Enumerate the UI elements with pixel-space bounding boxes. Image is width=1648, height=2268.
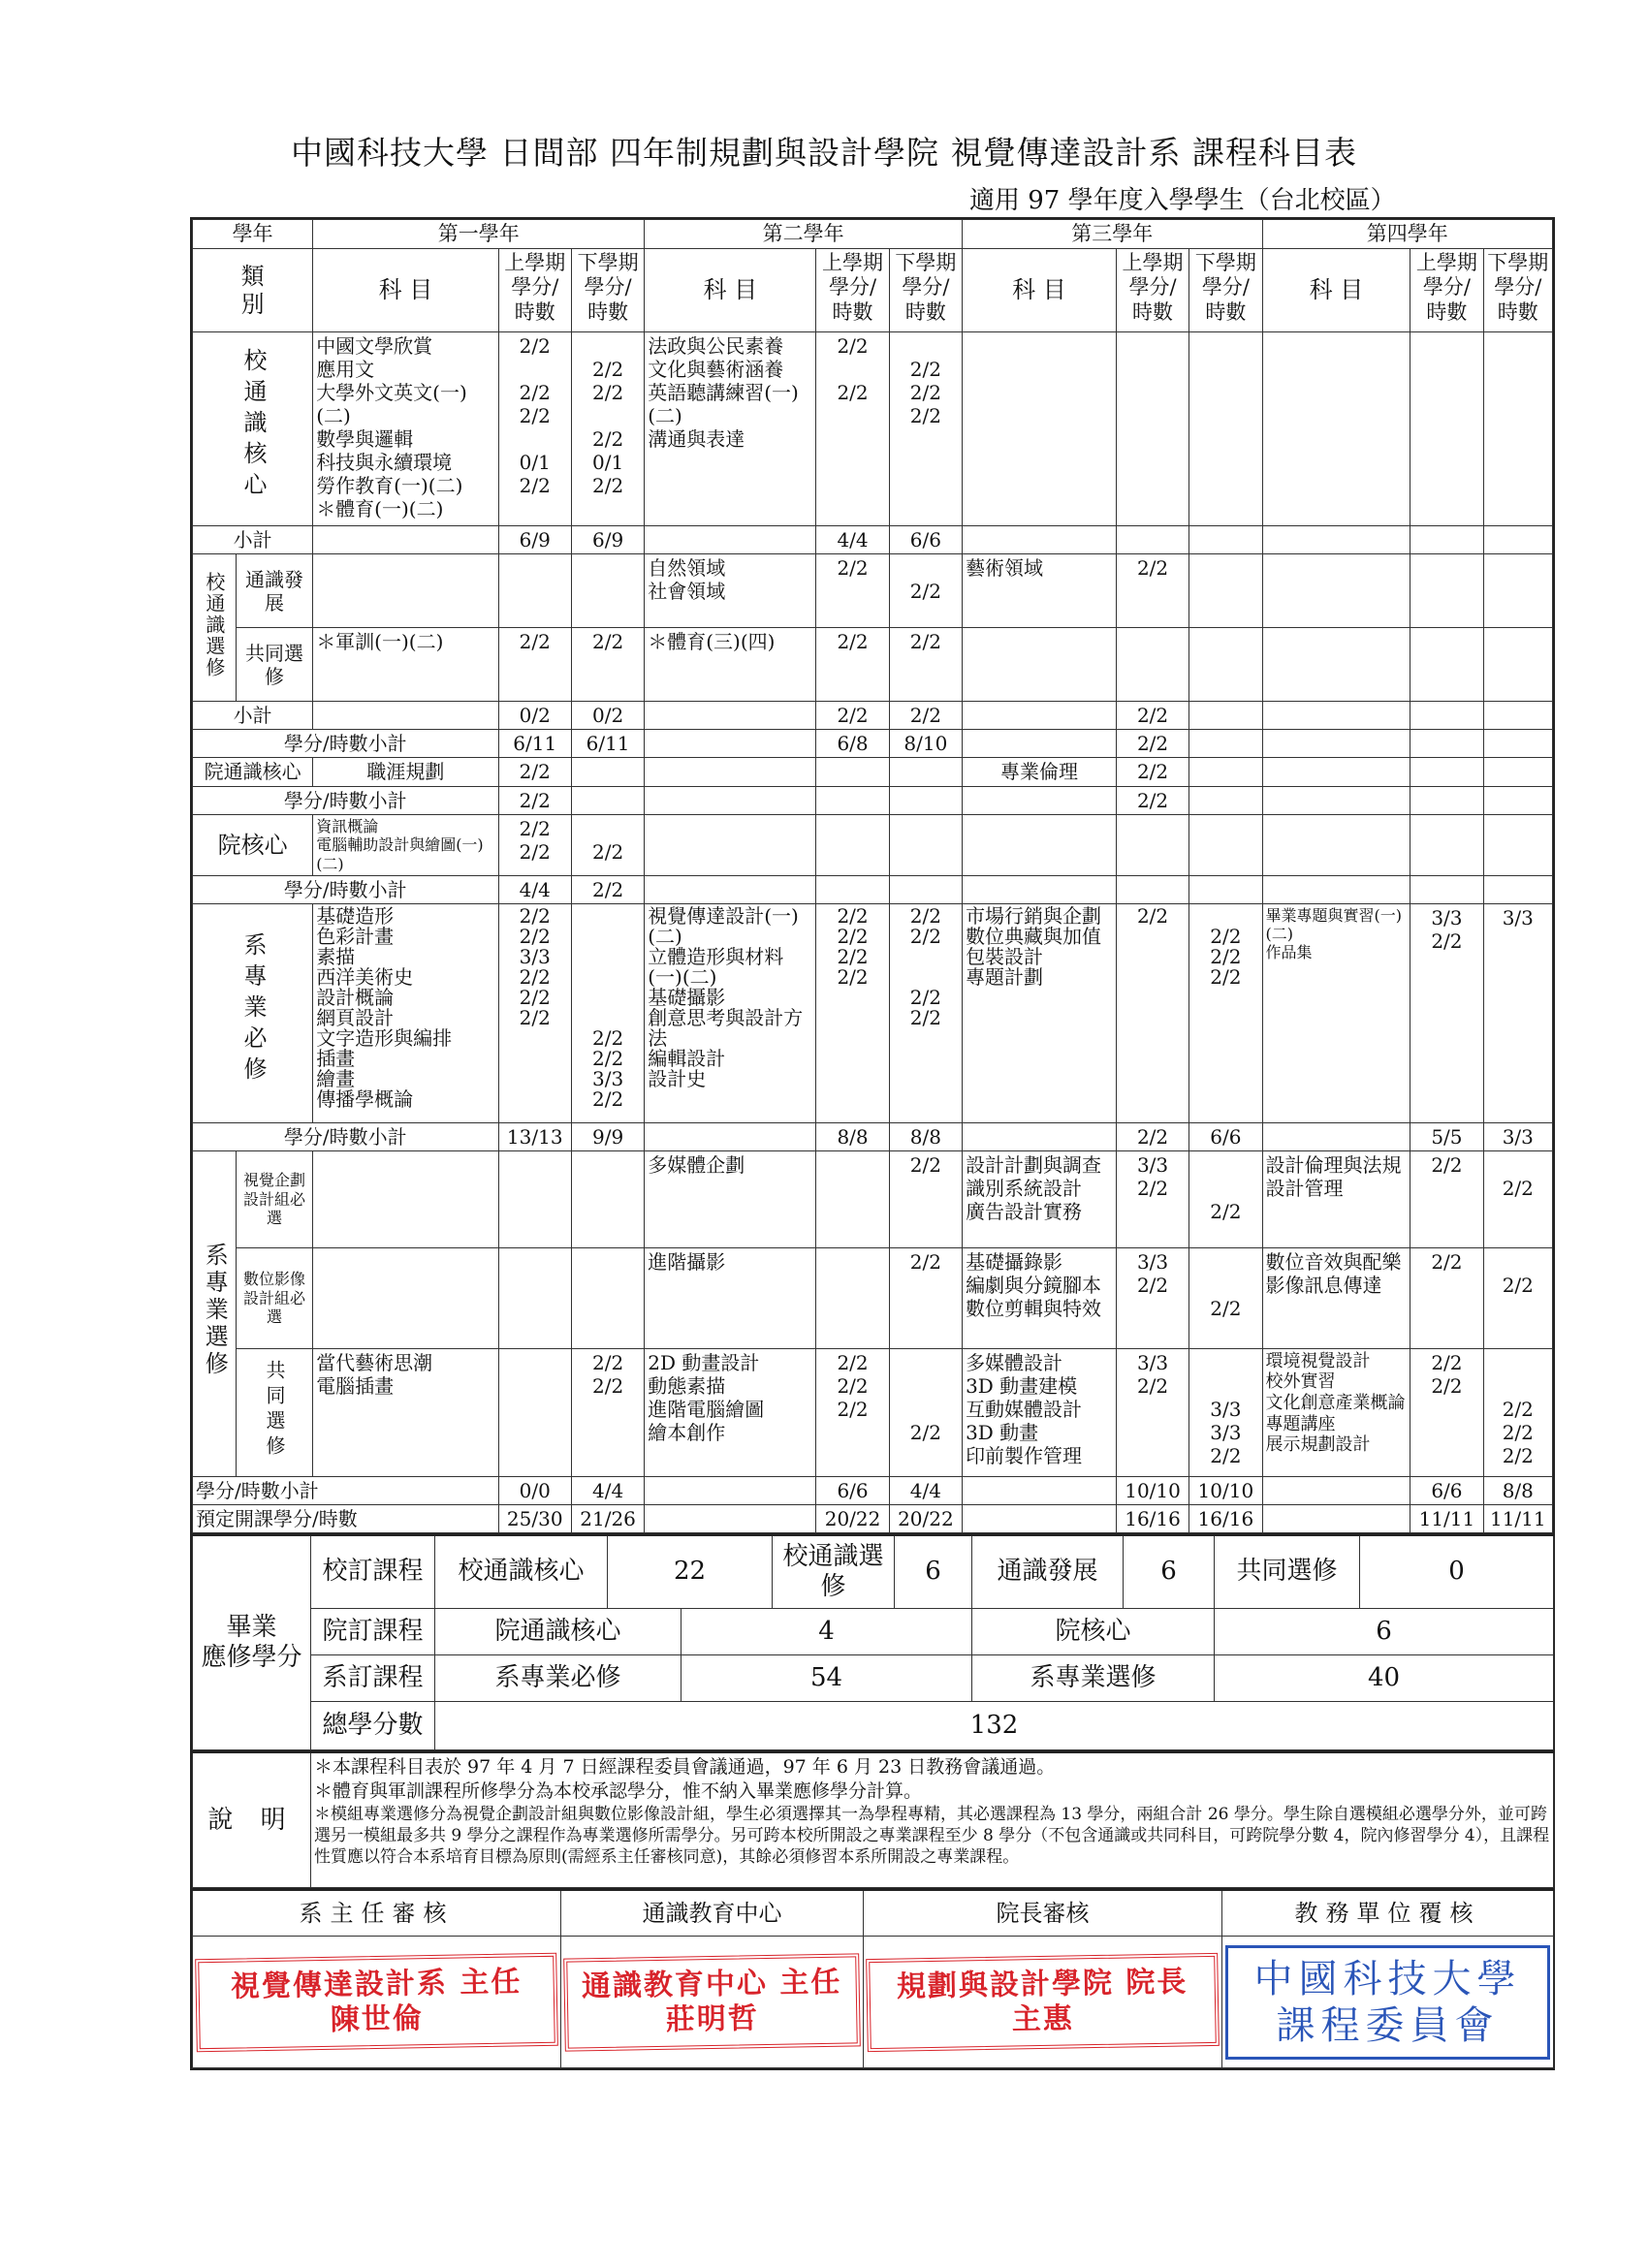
y4-subjects: 畢業專題與實習(一)(二) 作品集 <box>1262 903 1410 1122</box>
planned-credits-value: 20/22 <box>889 1504 962 1532</box>
general-dev-label: 通識發展 <box>236 554 312 628</box>
y1-s2-credits: 2/2 2/2 3/3 2/2 <box>571 903 644 1122</box>
credit-subtotal-value: 6/8 <box>816 730 889 758</box>
y3-subjects: 設計計劃與調查 識別系統設計 廣告設計實務 <box>963 1150 1117 1247</box>
y2-s1-credits: 2/2 <box>816 628 889 702</box>
credit-subtotal-value: 8/8 <box>816 1122 889 1150</box>
total-credits-value: 132 <box>435 1702 1554 1750</box>
credit-subtotal-label: 學分/時數小計 <box>193 787 499 815</box>
credit-subtotal-value: 2/2 <box>1116 1122 1188 1150</box>
subtotal-value: 0/2 <box>498 702 571 730</box>
curriculum-committee-stamp: 中國科技大學 課程委員會 <box>1225 1945 1550 2060</box>
common-elective-label: 共同選修 <box>236 628 312 702</box>
planned-credits-value: 21/26 <box>571 1504 644 1532</box>
requirement-name: 校通識核心 <box>435 1534 608 1608</box>
requirement-value: 0 <box>1360 1534 1554 1608</box>
y3-subjects: 專業倫理 <box>963 758 1117 787</box>
credit-subtotal-label: 學分/時數小計 <box>193 730 499 758</box>
course-grid <box>192 219 1553 1533</box>
general-ed-center: 通識教育中心 <box>561 1890 864 1937</box>
planned-credits-value: 16/16 <box>1116 1504 1188 1532</box>
visual-group-label: 視覺企劃設計組必選 <box>236 1150 312 1247</box>
requirement-value: 22 <box>608 1534 773 1608</box>
y2-s1-credits: 2/2 2/2 <box>816 332 889 526</box>
credit-subtotal-value: 6/6 <box>1189 1122 1262 1150</box>
y4-s2-credits: 2/2 <box>1483 1150 1552 1247</box>
y2-subjects: 進階攝影 <box>645 1247 816 1348</box>
y4-s1-credits: 3/3 2/2 <box>1410 903 1483 1122</box>
credit-subtotal-value: 6/11 <box>571 730 644 758</box>
category-header: 類 別 <box>193 249 313 332</box>
y1-s2-credits: 2/2 2/2 2/2 0/1 2/2 <box>571 332 644 526</box>
y1-s2-credits: 2/2 2/2 <box>571 1348 644 1476</box>
subtotal-value: 2/2 <box>889 702 962 730</box>
school-core-label: 校通識核心 <box>193 332 313 526</box>
y4-s1-credits: 2/2 2/2 <box>1410 1348 1483 1476</box>
y2-s2-credits: 2/2 <box>889 1247 962 1348</box>
year-1-header: 第一學年 <box>313 220 645 249</box>
credit-subtotal-value: 5/5 <box>1410 1122 1483 1150</box>
requirement-value: 6 <box>895 1534 972 1608</box>
y2-subjects: 2D 動畫設計 動態素描 進階電腦繪圖 繪本創作 <box>645 1348 816 1476</box>
y4-s2-credits: 2/2 <box>1483 1247 1552 1348</box>
requirement-name: 通識發展 <box>972 1534 1124 1608</box>
y2-subjects: 自然領域 社會領域 <box>645 554 816 628</box>
dept-elective-label: 系專業選修 <box>193 1150 237 1476</box>
y4-subjects: 設計倫理與法規 設計管理 <box>1262 1150 1410 1247</box>
y1-subjects: 當代藝術思潮 電腦插畫 <box>313 1348 498 1476</box>
credit-subtotal-label: 學分/時數小計 <box>193 875 499 903</box>
requirement-value: 4 <box>681 1609 972 1655</box>
year-4-header: 第四學年 <box>1262 220 1552 249</box>
requirement-name: 系專業選修 <box>972 1655 1215 1702</box>
planned-credits-label: 預定開課學分/時數 <box>193 1504 499 1532</box>
y2-subjects: 多媒體企劃 <box>645 1150 816 1247</box>
dept-course-label: 系訂課程 <box>311 1655 435 1702</box>
y4-s2-credits: 2/2 2/2 2/2 <box>1483 1348 1552 1476</box>
dean-review: 院長審核 <box>864 1890 1222 1937</box>
requirement-value: 54 <box>681 1655 972 1702</box>
credit-subtotal-label: 學分/時數小計 <box>193 1122 499 1150</box>
y2-s2-credits: 2/2 <box>889 554 962 628</box>
dept-head-seal: 視覺傳達設計系 主任 陳世倫 <box>195 1952 558 2051</box>
requirement-name: 院通識核心 <box>435 1609 681 1655</box>
subject-header: 科 目 <box>963 249 1117 332</box>
y1-s1-credits: 2/2 2/2 2/2 0/1 2/2 <box>498 332 571 526</box>
planned-credits-value: 11/11 <box>1483 1504 1552 1532</box>
subtotal-value: 0/2 <box>571 702 644 730</box>
credit-subtotal-label: 學分/時數小計 <box>193 1476 499 1504</box>
y3-subjects: 基礎攝錄影 編劇與分鏡腳本 數位剪輯與特效 <box>963 1247 1117 1348</box>
dept-head-review: 系主任審核 <box>193 1890 561 1937</box>
y4-subjects: 環境視覺設計 校外實習 文化創意產業概論 專題講座 展示規劃設計 <box>1262 1348 1410 1476</box>
first-sem-header: 上學期 學分/ 時數 <box>1116 249 1188 332</box>
second-sem-header: 下學期 學分/ 時數 <box>1189 249 1262 332</box>
y4-s1-credits: 2/2 <box>1410 1150 1483 1247</box>
first-sem-header: 上學期 學分/ 時數 <box>498 249 571 332</box>
subtotal-value: 2/2 <box>1116 702 1188 730</box>
second-sem-header: 下學期 學分/ 時數 <box>571 249 644 332</box>
y3-s1-credits: 3/3 2/2 <box>1116 1247 1188 1348</box>
document-subtitle: 適用 97 學年度入學學生（台北校區） <box>969 186 1396 215</box>
credit-subtotal-value: 8/8 <box>1483 1476 1552 1504</box>
credit-subtotal-value: 4/4 <box>889 1476 962 1504</box>
credit-subtotal-value: 2/2 <box>1116 730 1188 758</box>
note-line: ＊體育與軍訓課程所修學分為本校承認學分，惟不納入畢業應修學分計算。 <box>314 1780 923 1802</box>
y2-s2-credits: 2/2 2/2 2/2 2/2 <box>889 903 962 1122</box>
subtotal-value: 2/2 <box>816 702 889 730</box>
y3-s2-credits: 2/2 2/2 2/2 <box>1189 903 1262 1122</box>
requirement-value: 6 <box>1124 1534 1215 1608</box>
requirement-name: 系專業必修 <box>435 1655 681 1702</box>
requirement-name: 共同選修 <box>1215 1534 1360 1608</box>
course-table <box>190 217 1555 2070</box>
credit-subtotal-value: 13/13 <box>498 1122 571 1150</box>
credit-subtotal-value: 9/9 <box>571 1122 644 1150</box>
credit-subtotal-value: 10/10 <box>1189 1476 1262 1504</box>
college-general-label: 院通識核心 <box>193 758 313 787</box>
credit-subtotal-value: 3/3 <box>1483 1122 1552 1150</box>
y1-s1-credits: 2/2 <box>498 628 571 702</box>
y2-subjects: 法政與公民素養 文化與藝術涵養 英語聽講練習(一)(二) 溝通與表達 <box>645 332 816 526</box>
first-sem-header: 上學期 學分/ 時數 <box>1410 249 1483 332</box>
y3-s1-credits: 2/2 <box>1116 903 1188 1122</box>
note-line: ＊本課程科目表於 97 年 4 月 7 日經課程委員會議通過，97 年 6 月 23 日教務會議通過。 <box>314 1756 1056 1779</box>
y1-subjects: 基礎造形 色彩計畫 素描 西洋美術史 設計概論 網頁設計 文字造形與編排 插畫 繪畫 傳播學概論 <box>313 903 498 1122</box>
y2-subjects: ＊體育(三)(四) <box>645 628 816 702</box>
credit-subtotal-value: 6/11 <box>498 730 571 758</box>
common-group-label: 共同選修 <box>236 1348 312 1476</box>
y1-s1-credits: 2/2 <box>498 758 571 787</box>
y3-subjects: 多媒體設計 3D 動畫建模 互動媒體設計 3D 動畫 印前製作管理 <box>963 1348 1117 1476</box>
second-sem-header: 下學期 學分/ 時數 <box>1483 249 1552 332</box>
y1-s2-credits: 2/2 <box>571 628 644 702</box>
subtotal-value: 6/6 <box>889 526 962 554</box>
planned-credits-value: 16/16 <box>1189 1504 1262 1532</box>
y3-s1-credits: 2/2 <box>1116 758 1188 787</box>
credit-subtotal-value: 8/10 <box>889 730 962 758</box>
subtotal-value: 6/9 <box>571 526 644 554</box>
total-credits-label: 總學分數 <box>311 1702 435 1750</box>
document-title: 中國科技大學 日間部 四年制規劃與設計學院 視覺傳達設計系 課程科目表 <box>291 134 1357 172</box>
dept-required-label: 系專業必修 <box>193 903 313 1122</box>
y3-s2-credits: 2/2 <box>1189 1247 1262 1348</box>
second-sem-header: 下學期 學分/ 時數 <box>889 249 962 332</box>
y1-subjects: ＊軍訓(一)(二) <box>313 628 498 702</box>
requirement-name: 院核心 <box>972 1609 1215 1655</box>
credit-subtotal-value: 2/2 <box>571 875 644 903</box>
dean-seal: 規劃與設計學院 院長 主惠 <box>866 1952 1220 2051</box>
year-3-header: 第三學年 <box>963 220 1262 249</box>
y2-s1-credits: 2/2 2/2 2/2 2/2 <box>816 903 889 1122</box>
y4-subjects: 數位音效與配樂 影像訊息傳達 <box>1262 1247 1410 1348</box>
subtotal-label: 小計 <box>193 526 313 554</box>
digital-group-label: 數位影像設計組必選 <box>236 1247 312 1348</box>
y1-subjects: 資訊概論 電腦輔助設計與繪圖(一)(二) <box>313 815 498 876</box>
y2-s1-credits: 2/2 <box>816 554 889 628</box>
credit-subtotal-value: 8/8 <box>889 1122 962 1150</box>
credit-subtotal-value: 4/4 <box>571 1476 644 1504</box>
graduation-summary <box>192 1533 1554 1750</box>
approval-signatures <box>192 1888 1554 2068</box>
y2-s2-credits: 2/2 <box>889 628 962 702</box>
subject-header: 科 目 <box>1262 249 1410 332</box>
school-elective-label: 校通識選修 <box>193 554 237 702</box>
college-core-label: 院核心 <box>193 815 313 876</box>
college-course-label: 院訂課程 <box>311 1609 435 1655</box>
first-sem-header: 上學期 學分/ 時數 <box>816 249 889 332</box>
note-line: ＊模組專業選修分為視覺企劃設計組與數位影像設計組，學生必須選擇其一為學程專精，其必選課程為 13 學分，兩組合計 26 學分。學生除自選模組必選學分外，並可跨選另一模組最多共 9 學分之課程作為專業選修所需學分。另可跨本校所開設之專業課程至少 8 學分（不包含通識或共同科目，可跨院學分數 4，院內修習學分 4），且課程性質應以符合本系培育目標為原則(需經系主任審核同意)，其餘必須修習本系所開設之專業課程。 <box>314 1804 1550 1867</box>
y3-s1-credits: 3/3 2/2 <box>1116 1348 1188 1476</box>
credit-subtotal-value: 2/2 <box>498 787 571 815</box>
credit-subtotal-value: 10/10 <box>1116 1476 1188 1504</box>
credit-subtotal-value: 0/0 <box>498 1476 571 1504</box>
y2-s2-credits: 2/2 2/2 2/2 <box>889 332 962 526</box>
requirement-value: 6 <box>1215 1609 1554 1655</box>
notes-label: 說 明 <box>193 1752 311 1888</box>
subtotal-value: 6/9 <box>498 526 571 554</box>
credit-subtotal-value: 4/4 <box>498 875 571 903</box>
academic-affairs-review: 教務單位覆核 <box>1222 1890 1554 1937</box>
credit-subtotal-value: 6/6 <box>816 1476 889 1504</box>
year-2-header: 第二學年 <box>645 220 963 249</box>
subtotal-label: 小計 <box>193 702 313 730</box>
y4-s2-credits: 3/3 <box>1483 903 1552 1122</box>
credit-subtotal-value: 6/6 <box>1410 1476 1483 1504</box>
y4-s1-credits: 2/2 <box>1410 1247 1483 1348</box>
school-course-label: 校訂課程 <box>311 1534 435 1608</box>
y3-subjects: 藝術領域 <box>963 554 1117 628</box>
graduation-label: 畢業 應修學分 <box>193 1534 311 1749</box>
subtotal-value: 4/4 <box>816 526 889 554</box>
general-ed-seal: 通識教育中心 主任 莊明哲 <box>563 1953 861 2051</box>
y2-s2-credits: 2/2 <box>889 1348 962 1476</box>
y2-s2-credits: 2/2 <box>889 1150 962 1247</box>
y1-s1-credits: 2/2 2/2 3/3 2/2 2/2 2/2 <box>498 903 571 1122</box>
planned-credits-value: 20/22 <box>816 1504 889 1532</box>
y3-s2-credits: 3/3 3/3 2/2 <box>1189 1348 1262 1476</box>
y2-s1-credits: 2/2 2/2 2/2 <box>816 1348 889 1476</box>
planned-credits-value: 11/11 <box>1410 1504 1483 1532</box>
credit-subtotal-value: 2/2 <box>1116 787 1188 815</box>
y3-s1-credits: 3/3 2/2 <box>1116 1150 1188 1247</box>
y1-subjects: 中國文學欣賞 應用文 大學外文英文(一)(二) 數學與邏輯 科技與永續環境 勞作教育(一)(二) ＊體育(一)(二) <box>313 332 498 526</box>
subject-header: 科 目 <box>645 249 816 332</box>
notes-section <box>192 1750 1554 1888</box>
y1-s2-credits: 2/2 <box>571 815 644 876</box>
y2-subjects: 視覺傳達設計(一)(二) 立體造形與材料(一)(二) 基礎攝影 創意思考與設計方法 編輯設計 設計史 <box>645 903 816 1122</box>
requirement-value: 40 <box>1215 1655 1554 1702</box>
planned-credits-value: 25/30 <box>498 1504 571 1532</box>
y3-s2-credits: 2/2 <box>1189 1150 1262 1247</box>
requirement-name: 校通識選修 <box>773 1534 895 1608</box>
y3-s1-credits: 2/2 <box>1116 554 1188 628</box>
y1-s1-credits: 2/2 2/2 <box>498 815 571 876</box>
year-label: 學年 <box>193 220 313 249</box>
subject-header: 科 目 <box>313 249 498 332</box>
y1-subjects: 職涯規劃 <box>313 758 498 787</box>
y3-subjects: 市場行銷與企劃 數位典藏與加值 包裝設計 專題計劃 <box>963 903 1117 1122</box>
